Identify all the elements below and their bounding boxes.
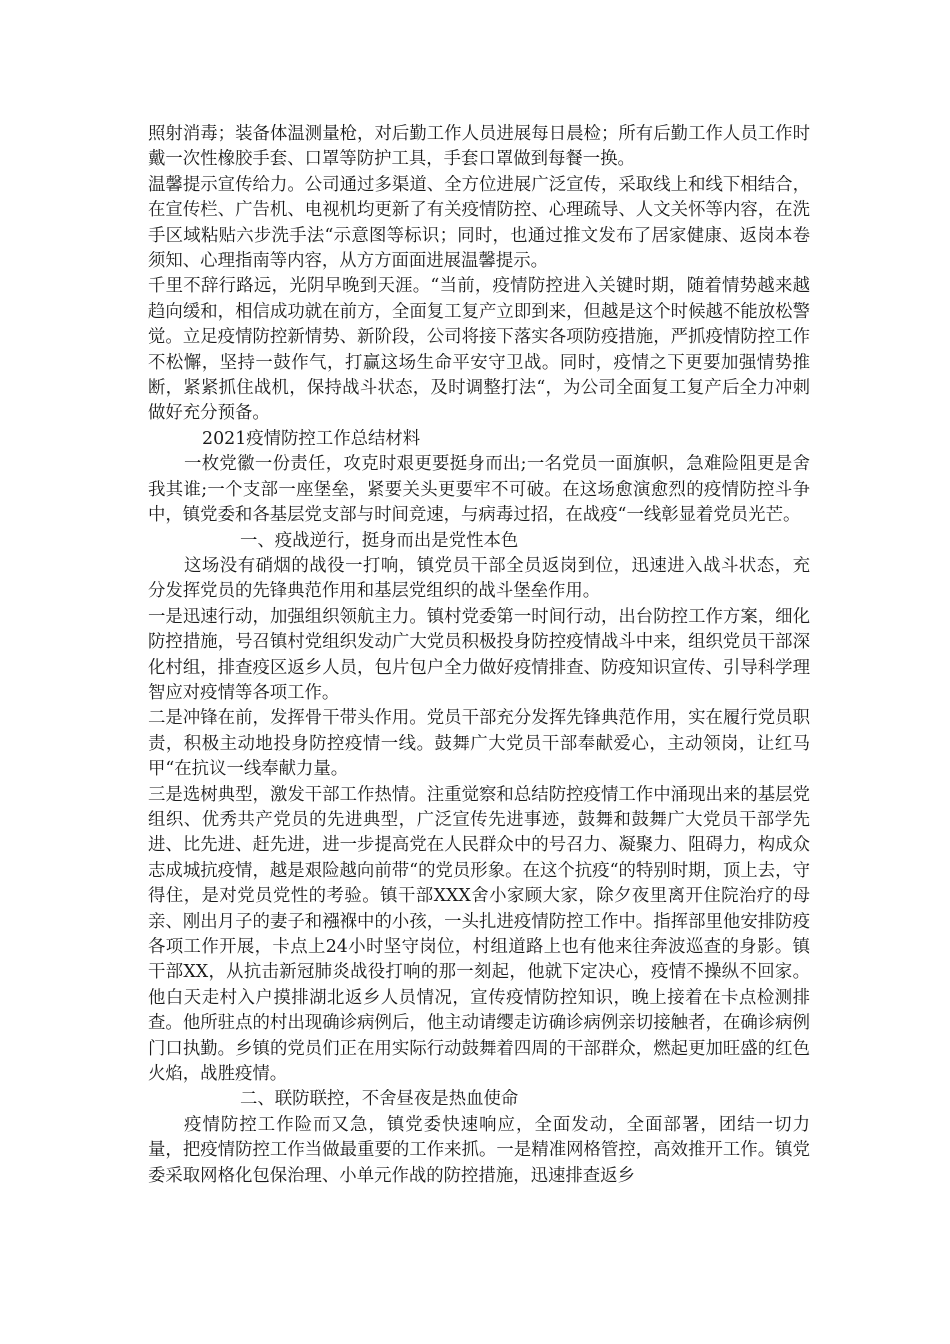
paragraph-7: 这场没有硝烟的战役一打响，镇党员干部全员返岗到位，迅速进入战斗状态，充分发挥党员的先锋典范作用和基层党组织的战斗堡垒作用。	[148, 555, 810, 602]
paragraph-10: 三是选树典型，激发干部工作热情。注重觉察和总结防控疫情工作中涌现出来的基层党组织、优秀共产党员的先进典型，广泛宣传先进事迹，鼓舞和鼓舞广大党员干部学先进、比先进、赶先进，进一步提高党在人民群众中的号召力、凝聚力、阻碍力，构成众志成城抗疫情，越是艰险越向前带“的党员形象。在这个抗疫“的特别时期，顶上去，守得住，是对党员党性的考验。镇干部XXX舍小家顾大家，除夕夜里离开住院治疗的母亲、刚出月子的妻子和襁褓中的小孩，一头扎进疫情防控工作中。指挥部里他安排防疫各项工作开展，卡点上24小时坚守岗位，村组道路上也有他来往奔波巡查的身影。镇干部XX，从抗击新冠肺炎战役打响的那一刻起，他就下定决心，疫情不操纵不回家。他白天走村入户摸排湖北返乡人员情况，宣传疫情防控知识，晚上接着在卡点检测排查。他所驻点的村出现确诊病例后，他主动请缨走访确诊病例亲切接触者，在确诊病例门口执勤。乡镇的党员们正在用实际行动鼓舞着四周的干部群众，燃起更加旺盛的红色火焰，战胜疫情。	[148, 784, 810, 1085]
paragraph-2: 温馨提示宣传给力。公司通过多渠道、全方位进展广泛宣传，采取线上和线下相结合，在宣传栏、广告机、电视机均更新了有关疫情防控、心理疏导、人文关怀等内容，在洗手区域粘贴六步洗手法“示意图等标识；同时，也通过推文发布了居家健康、返岗本卷须知、心理指南等内容，从方方面面进展温馨提示。	[148, 174, 810, 272]
document-title: 2021疫情防控工作总结材料	[202, 428, 421, 449]
section-heading-1: 一、疫战逆行，挺身而出是党性本色	[240, 530, 519, 551]
paragraph-1: 照射消毒；装备体温测量枪，对后勤工作人员进展每日晨检；所有后勤工作人员工作时戴一次性橡胶手套、口罩等防护工具，手套口罩做到每餐一换。	[148, 124, 810, 170]
section-heading-2: 二、联防联控，不舍昼夜是热血使命	[240, 1089, 519, 1110]
paragraph-8: 一是迅速行动，加强组织领航主力。镇村党委第一时间行动，出台防控工作方案，细化防控措施，号召镇村党组织发动广大党员积极投身防控疫情战斗中来，组织党员干部深化村组，排查疫区返乡人员，包片包户全力做好疫情排查、防疫知识宣传、引导科学理智应对疫情等各项工作。	[148, 606, 810, 703]
paragraph-12: 疫情防控工作险而又急，镇党委快速响应，全面发动，全面部署，团结一切力量，把疫情防控工作当做最重要的工作来抓。一是精准网格管控，高效推开工作。镇党委采取网格化包保治理、小单元作战的防控措施，迅速排查返乡	[148, 1114, 810, 1186]
paragraph-5: 一枚党徽一份责任，攻克时艰更要挺身而出;一名党员一面旗帜，急难险阻更是舍我其谁;一个支部一座堡垒，紧要关头更要牢不可破。在这场愈演愈烈的疫情防控斗争中，镇党委和各基层党支部与时间竞速，与病毒过招，在战疫“一线彰显着党员光芒。	[148, 454, 810, 526]
paragraph-3: 千里不辞行路远，光阴早晚到天涯。“当前，疫情防控进入关键时期，随着情势越来越趋向缓和，相信成功就在前方，全面复工复产立即到来，但越是这个时候越不能放松警觉。立足疫情防控新情势、新阶段，公司将接下落实各项防疫措施，严抓疫情防控工作不松懈，坚持一鼓作气，打赢这场生命平安守卫战。同时，疫情之下更要加强情势推断，紧紧抓住战机，保持战斗状态，及时调整打法“，为公司全面复工复产后全力冲刺做好充分预备。	[148, 276, 810, 424]
document-page	[148, 122, 810, 1189]
paragraph-9: 二是冲锋在前，发挥骨干带头作用。党员干部充分发挥先锋典范作用，实在履行党员职责，积极主动地投身防控疫情一线。鼓舞广大党员干部奉献爱心，主动领岗，让红马甲“在抗议一线奉献力量。	[148, 708, 810, 780]
